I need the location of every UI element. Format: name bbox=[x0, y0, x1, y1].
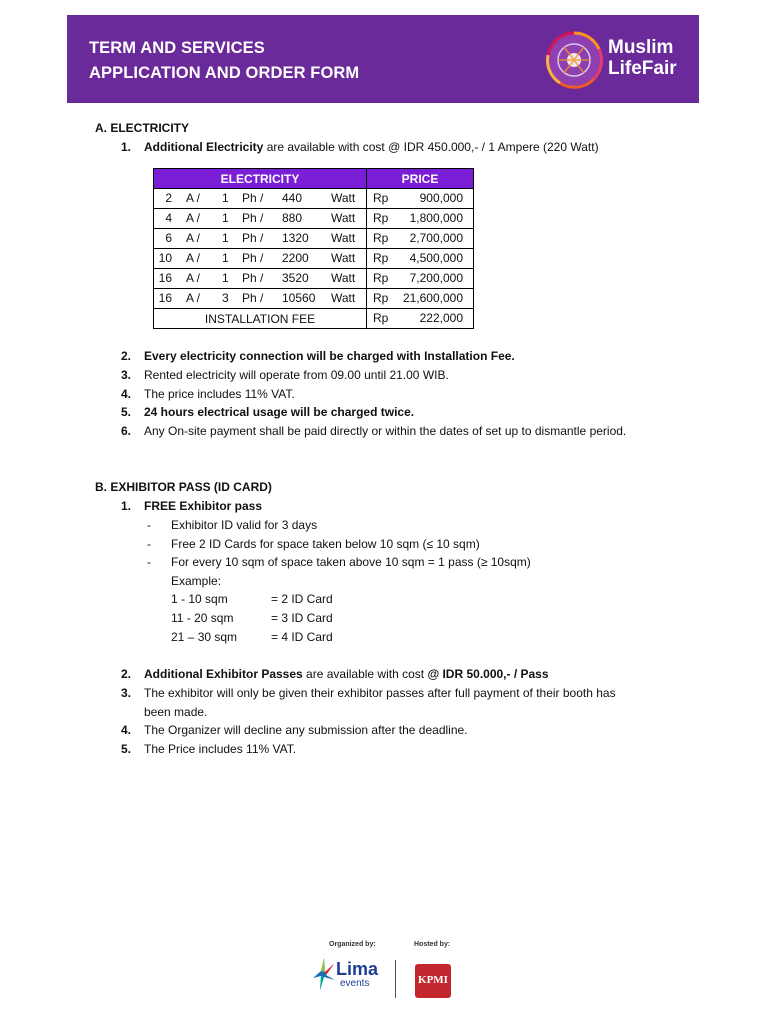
section-a-item1: Additional Electricity are available with cost @ IDR 450.000,- / 1 Ampere (220 Watt) bbox=[144, 140, 599, 154]
price-cell bbox=[367, 289, 474, 309]
example-cards: = 4 ID Card bbox=[271, 630, 333, 644]
watt-unit: Watt bbox=[331, 231, 356, 245]
table-body bbox=[154, 189, 474, 309]
phase-unit: Ph / bbox=[242, 271, 264, 285]
price-cell bbox=[367, 229, 474, 249]
title-line1: TERM AND SERVICES bbox=[89, 39, 265, 57]
list-item-number: 3. bbox=[121, 367, 132, 382]
phase-value: 1 bbox=[222, 211, 229, 225]
section-b-item1-num: 1. bbox=[121, 499, 132, 513]
section-b-item4-num: 4. bbox=[121, 723, 132, 737]
installation-fee-value: 222,000 bbox=[419, 311, 463, 325]
example-cards: = 2 ID Card bbox=[271, 592, 333, 606]
phase-value: 1 bbox=[222, 191, 229, 205]
list-item: Rented electricity will operate from 09.00 until 21.00 WIB. bbox=[144, 367, 449, 382]
phase-value: 3 bbox=[222, 291, 229, 305]
electricity-cell bbox=[154, 249, 367, 269]
price-value: 1,800,000 bbox=[409, 211, 463, 225]
table-row bbox=[154, 189, 474, 209]
amp-value: 6 bbox=[165, 231, 172, 245]
installation-fee-label: INSTALLATION FEE bbox=[154, 309, 367, 329]
example-range: 11 - 20 sqm bbox=[171, 611, 234, 625]
price-value: 2,700,000 bbox=[409, 231, 463, 245]
installation-fee-rp: Rp bbox=[373, 311, 389, 325]
organized-by-label: Organized by: bbox=[329, 941, 376, 948]
watt-unit: Watt bbox=[331, 191, 356, 205]
installation-fee-row bbox=[154, 309, 474, 329]
bullet-dash: - bbox=[147, 536, 151, 551]
phase-value: 1 bbox=[222, 251, 229, 265]
amp-value: 10 bbox=[158, 251, 172, 265]
watt-unit: Watt bbox=[331, 271, 356, 285]
watt-value: 3520 bbox=[282, 271, 309, 285]
example-range: 1 - 10 sqm bbox=[171, 592, 228, 606]
section-b-item5-num: 5. bbox=[121, 742, 132, 756]
phase-unit: Ph / bbox=[242, 251, 264, 265]
phase-value: 1 bbox=[222, 271, 229, 285]
bullet-item: Free 2 ID Cards for space taken below 10 sqm (≤ 10 sqm) bbox=[171, 536, 480, 551]
header-banner bbox=[67, 15, 699, 103]
bullet-item: Exhibitor ID valid for 3 days bbox=[171, 518, 318, 532]
phase-unit: Ph / bbox=[242, 231, 264, 245]
price-value: 4,500,000 bbox=[409, 251, 463, 265]
price-cell bbox=[367, 189, 474, 209]
price-cell bbox=[367, 249, 474, 269]
price-currency: Rp bbox=[373, 231, 389, 245]
list-item-number: 4. bbox=[121, 386, 132, 401]
section-b-item3-line1: The exhibitor will only be given their exhibitor passes after full payment of their booth has bbox=[144, 686, 616, 700]
amp-unit: A / bbox=[186, 231, 201, 245]
phase-value: 1 bbox=[222, 231, 229, 245]
price-currency: Rp bbox=[373, 271, 389, 285]
price-currency: Rp bbox=[373, 251, 389, 265]
amp-unit: A / bbox=[186, 291, 201, 305]
electricity-cell bbox=[154, 189, 367, 209]
phase-unit: Ph / bbox=[242, 291, 264, 305]
phase-unit: Ph / bbox=[242, 211, 264, 225]
list-item: Every electricity connection will be charged with Installation Fee. bbox=[144, 349, 515, 363]
table-row bbox=[154, 229, 474, 249]
logo-wordmark: Muslim LifeFair bbox=[608, 37, 677, 79]
example-range: 21 – 30 sqm bbox=[171, 630, 238, 644]
price-value: 21,600,000 bbox=[402, 291, 463, 305]
section-b-item2: Additional Exhibitor Passes are available with cost @ IDR 50.000,- / Pass bbox=[144, 667, 549, 681]
example-label: Example: bbox=[171, 574, 222, 588]
table-row bbox=[154, 249, 474, 269]
section-b-item2-num: 2. bbox=[121, 667, 132, 681]
section-b-item5: The Price includes 11% VAT. bbox=[144, 742, 297, 756]
watt-value: 2200 bbox=[282, 251, 309, 265]
list-item-number: 5. bbox=[121, 405, 132, 420]
bullet-dash: - bbox=[147, 555, 151, 570]
list-item-number: 2. bbox=[121, 349, 132, 363]
price-cell bbox=[367, 269, 474, 289]
section-b-item3-line2: been made. bbox=[144, 705, 208, 719]
footer-logos bbox=[308, 940, 468, 1010]
electricity-cell bbox=[154, 209, 367, 229]
list-item: Any On-site payment shall be paid directly or within the dates of set up to dismantle period. bbox=[144, 424, 627, 439]
amp-value: 4 bbox=[165, 211, 172, 225]
section-a-heading: A. ELECTRICITY bbox=[95, 121, 190, 135]
price-currency: Rp bbox=[373, 191, 389, 205]
price-currency: Rp bbox=[373, 211, 389, 225]
list-item: 24 hours electrical usage will be charged twice. bbox=[144, 405, 415, 420]
footer-divider bbox=[395, 960, 396, 998]
watt-unit: Watt bbox=[331, 211, 356, 225]
list-item-number: 6. bbox=[121, 424, 132, 439]
watt-value: 880 bbox=[282, 211, 303, 225]
hosted-by-label: Hosted by: bbox=[414, 941, 451, 948]
lima-logo: Lima bbox=[336, 959, 379, 979]
watt-value: 1320 bbox=[282, 231, 309, 245]
amp-unit: A / bbox=[186, 271, 201, 285]
electricity-cell bbox=[154, 269, 367, 289]
price-currency: Rp bbox=[373, 291, 389, 305]
watt-unit: Watt bbox=[331, 251, 356, 265]
table-row bbox=[154, 289, 474, 309]
header-price: PRICE bbox=[367, 169, 474, 189]
muslim-lifefair-logo bbox=[544, 29, 694, 91]
kpm-logo: KPMI bbox=[415, 964, 451, 998]
section-a-item1-num: 1. bbox=[121, 140, 132, 154]
price-value: 900,000 bbox=[419, 191, 463, 205]
list-item: The price includes 11% VAT. bbox=[144, 386, 295, 401]
bullet-item: For every 10 sqm of space taken above 10 sqm = 1 pass (≥ 10sqm) bbox=[171, 555, 531, 570]
watt-value: 440 bbox=[282, 191, 303, 205]
header-electricity: ELECTRICITY bbox=[154, 169, 367, 189]
amp-unit: A / bbox=[186, 251, 201, 265]
rosette-logo-icon bbox=[544, 29, 604, 91]
section-b-heading: B. EXHIBITOR PASS (ID CARD) bbox=[95, 480, 272, 494]
amp-unit: A / bbox=[186, 211, 201, 225]
watt-value: 10560 bbox=[282, 291, 316, 305]
electricity-price-table bbox=[153, 168, 474, 329]
lima-subtext: events bbox=[340, 978, 370, 989]
price-cell bbox=[367, 209, 474, 229]
example-cards: = 3 ID Card bbox=[271, 611, 333, 625]
amp-unit: A / bbox=[186, 191, 201, 205]
amp-value: 2 bbox=[165, 191, 172, 205]
table-header-row bbox=[154, 169, 474, 189]
phase-unit: Ph / bbox=[242, 191, 264, 205]
section-b-item3-num: 3. bbox=[121, 686, 132, 700]
electricity-cell bbox=[154, 229, 367, 249]
section-b-item1: FREE Exhibitor pass bbox=[144, 499, 263, 513]
installation-fee-price-cell bbox=[367, 309, 474, 329]
lima-star-icon bbox=[312, 956, 336, 996]
bullet-dash: - bbox=[147, 518, 151, 532]
amp-value: 16 bbox=[158, 271, 172, 285]
section-b-item4: The Organizer will decline any submission after the deadline. bbox=[144, 723, 468, 737]
price-value: 7,200,000 bbox=[409, 271, 463, 285]
electricity-cell bbox=[154, 289, 367, 309]
title-line2: APPLICATION AND ORDER FORM bbox=[89, 64, 360, 82]
watt-unit: Watt bbox=[331, 291, 356, 305]
table-row bbox=[154, 209, 474, 229]
table-row bbox=[154, 269, 474, 289]
amp-value: 16 bbox=[158, 291, 172, 305]
